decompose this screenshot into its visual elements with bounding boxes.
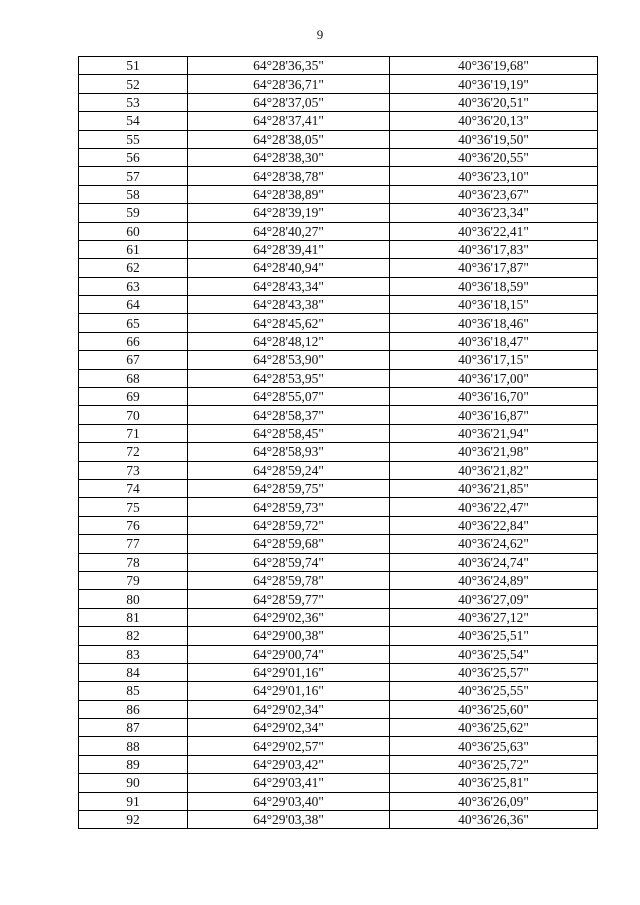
latitude-cell: 64°28'53,90"	[188, 351, 390, 369]
longitude-cell: 40°36'17,00"	[390, 369, 598, 387]
latitude-cell: 64°28'37,41"	[188, 112, 390, 130]
longitude-cell: 40°36'20,55"	[390, 148, 598, 166]
latitude-cell: 64°29'01,16"	[188, 663, 390, 681]
latitude-cell: 64°28'40,94"	[188, 259, 390, 277]
table-row	[79, 351, 598, 369]
point-number-cell: 75	[79, 498, 188, 516]
longitude-cell: 40°36'16,87"	[390, 406, 598, 424]
table-row	[79, 719, 598, 737]
latitude-cell: 64°29'02,36"	[188, 608, 390, 626]
latitude-cell: 64°29'00,38"	[188, 627, 390, 645]
longitude-cell: 40°36'24,89"	[390, 571, 598, 589]
latitude-cell: 64°28'58,93"	[188, 443, 390, 461]
longitude-cell: 40°36'19,68"	[390, 57, 598, 75]
table-row	[79, 204, 598, 222]
point-number-cell: 78	[79, 553, 188, 571]
table-row	[79, 369, 598, 387]
latitude-cell: 64°28'59,78"	[188, 571, 390, 589]
table-row	[79, 627, 598, 645]
table-row	[79, 811, 598, 829]
latitude-cell: 64°28'59,73"	[188, 498, 390, 516]
table-row	[79, 645, 598, 663]
latitude-cell: 64°28'59,72"	[188, 516, 390, 534]
table-row	[79, 424, 598, 442]
point-number-cell: 85	[79, 682, 188, 700]
table-row	[79, 75, 598, 93]
longitude-cell: 40°36'23,10"	[390, 167, 598, 185]
table-row	[79, 332, 598, 350]
point-number-cell: 77	[79, 535, 188, 553]
table-row	[79, 443, 598, 461]
point-number-cell: 70	[79, 406, 188, 424]
longitude-cell: 40°36'19,50"	[390, 130, 598, 148]
point-number-cell: 74	[79, 479, 188, 497]
point-number-cell: 62	[79, 259, 188, 277]
point-number-cell: 88	[79, 737, 188, 755]
longitude-cell: 40°36'26,36"	[390, 811, 598, 829]
latitude-cell: 64°28'38,30"	[188, 148, 390, 166]
point-number-cell: 87	[79, 719, 188, 737]
table-row	[79, 185, 598, 203]
longitude-cell: 40°36'21,82"	[390, 461, 598, 479]
longitude-cell: 40°36'18,46"	[390, 314, 598, 332]
table-row	[79, 93, 598, 111]
table-row	[79, 737, 598, 755]
longitude-cell: 40°36'27,09"	[390, 590, 598, 608]
point-number-cell: 55	[79, 130, 188, 148]
table-row	[79, 479, 598, 497]
latitude-cell: 64°28'59,68"	[188, 535, 390, 553]
point-number-cell: 59	[79, 204, 188, 222]
latitude-cell: 64°28'55,07"	[188, 388, 390, 406]
point-number-cell: 60	[79, 222, 188, 240]
longitude-cell: 40°36'21,98"	[390, 443, 598, 461]
point-number-cell: 92	[79, 811, 188, 829]
longitude-cell: 40°36'21,85"	[390, 479, 598, 497]
point-number-cell: 89	[79, 755, 188, 773]
point-number-cell: 82	[79, 627, 188, 645]
longitude-cell: 40°36'25,62"	[390, 719, 598, 737]
point-number-cell: 83	[79, 645, 188, 663]
table-row	[79, 461, 598, 479]
latitude-cell: 64°29'00,74"	[188, 645, 390, 663]
longitude-cell: 40°36'25,55"	[390, 682, 598, 700]
latitude-cell: 64°28'39,41"	[188, 240, 390, 258]
point-number-cell: 66	[79, 332, 188, 350]
latitude-cell: 64°28'59,75"	[188, 479, 390, 497]
latitude-cell: 64°28'36,35"	[188, 57, 390, 75]
longitude-cell: 40°36'22,41"	[390, 222, 598, 240]
longitude-cell: 40°36'20,51"	[390, 93, 598, 111]
longitude-cell: 40°36'17,83"	[390, 240, 598, 258]
coordinates-table-body	[79, 57, 598, 829]
point-number-cell: 71	[79, 424, 188, 442]
table-row	[79, 774, 598, 792]
longitude-cell: 40°36'25,54"	[390, 645, 598, 663]
longitude-cell: 40°36'25,72"	[390, 755, 598, 773]
point-number-cell: 53	[79, 93, 188, 111]
table-row	[79, 57, 598, 75]
latitude-cell: 64°28'38,89"	[188, 185, 390, 203]
point-number-cell: 90	[79, 774, 188, 792]
point-number-cell: 86	[79, 700, 188, 718]
table-row	[79, 277, 598, 295]
table-row	[79, 663, 598, 681]
longitude-cell: 40°36'18,59"	[390, 277, 598, 295]
table-row	[79, 535, 598, 553]
longitude-cell: 40°36'23,67"	[390, 185, 598, 203]
point-number-cell: 91	[79, 792, 188, 810]
table-row	[79, 682, 598, 700]
table-row	[79, 388, 598, 406]
point-number-cell: 80	[79, 590, 188, 608]
longitude-cell: 40°36'17,87"	[390, 259, 598, 277]
point-number-cell: 54	[79, 112, 188, 130]
coordinates-table	[78, 56, 598, 829]
point-number-cell: 61	[79, 240, 188, 258]
table-row	[79, 148, 598, 166]
latitude-cell: 64°28'58,45"	[188, 424, 390, 442]
longitude-cell: 40°36'25,51"	[390, 627, 598, 645]
latitude-cell: 64°28'40,27"	[188, 222, 390, 240]
latitude-cell: 64°28'59,24"	[188, 461, 390, 479]
longitude-cell: 40°36'19,19"	[390, 75, 598, 93]
longitude-cell: 40°36'16,70"	[390, 388, 598, 406]
table-row	[79, 516, 598, 534]
latitude-cell: 64°28'45,62"	[188, 314, 390, 332]
longitude-cell: 40°36'25,63"	[390, 737, 598, 755]
point-number-cell: 76	[79, 516, 188, 534]
table-row	[79, 112, 598, 130]
table-row	[79, 553, 598, 571]
table-row	[79, 240, 598, 258]
longitude-cell: 40°36'25,60"	[390, 700, 598, 718]
latitude-cell: 64°28'38,05"	[188, 130, 390, 148]
latitude-cell: 64°28'36,71"	[188, 75, 390, 93]
longitude-cell: 40°36'18,15"	[390, 296, 598, 314]
latitude-cell: 64°29'02,57"	[188, 737, 390, 755]
table-row	[79, 222, 598, 240]
table-row	[79, 167, 598, 185]
longitude-cell: 40°36'17,15"	[390, 351, 598, 369]
table-row	[79, 590, 598, 608]
latitude-cell: 64°28'38,78"	[188, 167, 390, 185]
longitude-cell: 40°36'27,12"	[390, 608, 598, 626]
table-row	[79, 296, 598, 314]
longitude-cell: 40°36'21,94"	[390, 424, 598, 442]
point-number-cell: 63	[79, 277, 188, 295]
latitude-cell: 64°28'58,37"	[188, 406, 390, 424]
point-number-cell: 51	[79, 57, 188, 75]
longitude-cell: 40°36'22,47"	[390, 498, 598, 516]
latitude-cell: 64°29'02,34"	[188, 719, 390, 737]
point-number-cell: 65	[79, 314, 188, 332]
longitude-cell: 40°36'25,57"	[390, 663, 598, 681]
latitude-cell: 64°28'53,95"	[188, 369, 390, 387]
longitude-cell: 40°36'22,84"	[390, 516, 598, 534]
latitude-cell: 64°29'03,42"	[188, 755, 390, 773]
latitude-cell: 64°28'59,77"	[188, 590, 390, 608]
table-row	[79, 314, 598, 332]
longitude-cell: 40°36'24,62"	[390, 535, 598, 553]
longitude-cell: 40°36'25,81"	[390, 774, 598, 792]
point-number-cell: 69	[79, 388, 188, 406]
point-number-cell: 73	[79, 461, 188, 479]
table-row	[79, 792, 598, 810]
longitude-cell: 40°36'26,09"	[390, 792, 598, 810]
point-number-cell: 52	[79, 75, 188, 93]
longitude-cell: 40°36'20,13"	[390, 112, 598, 130]
table-row	[79, 700, 598, 718]
table-row	[79, 259, 598, 277]
longitude-cell: 40°36'24,74"	[390, 553, 598, 571]
latitude-cell: 64°28'39,19"	[188, 204, 390, 222]
page-number: 9	[316, 27, 324, 42]
latitude-cell: 64°28'59,74"	[188, 553, 390, 571]
point-number-cell: 84	[79, 663, 188, 681]
latitude-cell: 64°29'01,16"	[188, 682, 390, 700]
point-number-cell: 81	[79, 608, 188, 626]
latitude-cell: 64°29'03,38"	[188, 811, 390, 829]
latitude-cell: 64°29'03,40"	[188, 792, 390, 810]
latitude-cell: 64°29'03,41"	[188, 774, 390, 792]
point-number-cell: 68	[79, 369, 188, 387]
table-row	[79, 498, 598, 516]
table-row	[79, 755, 598, 773]
latitude-cell: 64°28'43,38"	[188, 296, 390, 314]
point-number-cell: 64	[79, 296, 188, 314]
longitude-cell: 40°36'18,47"	[390, 332, 598, 350]
latitude-cell: 64°28'48,12"	[188, 332, 390, 350]
table-row	[79, 571, 598, 589]
table-row	[79, 406, 598, 424]
longitude-cell: 40°36'23,34"	[390, 204, 598, 222]
latitude-cell: 64°28'37,05"	[188, 93, 390, 111]
latitude-cell: 64°29'02,34"	[188, 700, 390, 718]
point-number-cell: 58	[79, 185, 188, 203]
point-number-cell: 57	[79, 167, 188, 185]
table-row	[79, 608, 598, 626]
point-number-cell: 72	[79, 443, 188, 461]
point-number-cell: 56	[79, 148, 188, 166]
point-number-cell: 79	[79, 571, 188, 589]
table-row	[79, 130, 598, 148]
latitude-cell: 64°28'43,34"	[188, 277, 390, 295]
point-number-cell: 67	[79, 351, 188, 369]
